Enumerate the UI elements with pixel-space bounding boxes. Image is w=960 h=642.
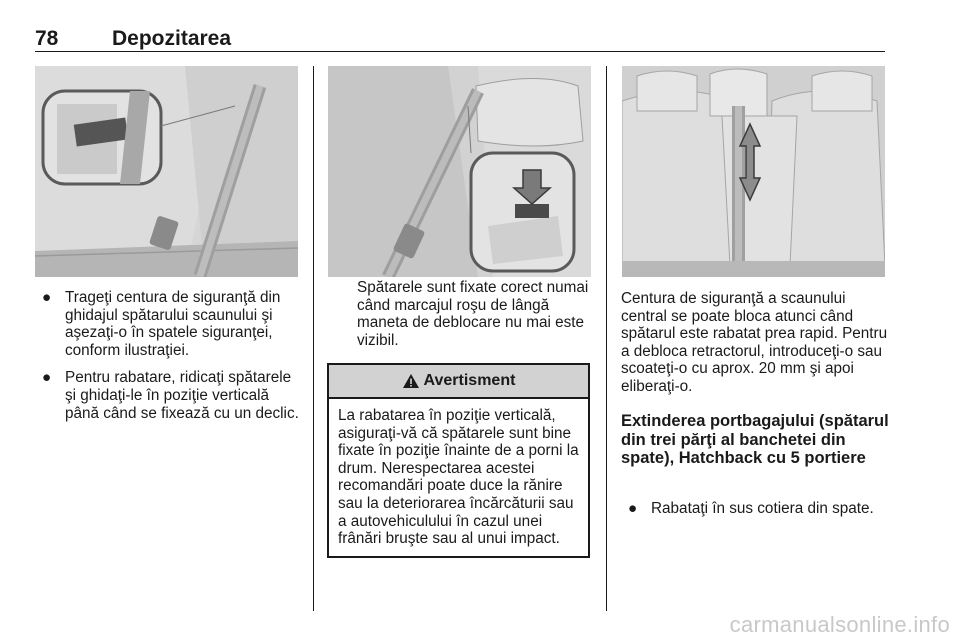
header-rule bbox=[35, 51, 885, 52]
section-heading: Extinderea portbagajului (spătarul din trei părţi al banchetei din spate), Hatchback cu 5 portiere bbox=[621, 412, 889, 467]
watermark: carmanualsonline.info bbox=[729, 612, 950, 637]
column-divider-2 bbox=[606, 66, 607, 611]
list-item-text: Trageţi centura de siguranţă din ghidajul spătarului scaunului şi aşezaţi-o în spatele siguranţei, conform ilustraţiei. bbox=[65, 289, 281, 359]
instruction-list bbox=[40, 289, 302, 432]
warning-body: La rabatarea în poziţie verticală, asiguraţi-vă că spătarele sunt bine fixate în poziţie înainte de a porni la drum. Nerespectarea acestei recomandări poate duce la rănire sau la deteriorarea încărcăturii sau a autovehiculului în cazul unei frânări bruşte sau al unui impact. bbox=[338, 407, 579, 548]
page-number: 78 bbox=[35, 27, 59, 50]
bullet-icon: ● bbox=[628, 500, 638, 517]
page-title: Depozitarea bbox=[112, 27, 232, 50]
warning-header bbox=[329, 365, 588, 399]
bullet-icon: ● bbox=[42, 289, 52, 306]
list-item bbox=[40, 289, 302, 359]
seat-belt-guide-illustration bbox=[35, 66, 298, 277]
list-item-text: Pentru rabatare, ridicaţi spătarele şi ghidaţi-le în poziţie verticală până când se fixează cu un declic. bbox=[65, 369, 299, 422]
backrest-marker-illustration bbox=[328, 66, 591, 277]
backrest-lock-note: Spătarele sunt fixate corect numai când marcajul roşu de lângă maneta de deblocare nu mai este vizibil. bbox=[357, 279, 589, 349]
list-item-text: Rabataţi în sus cotiera din spate. bbox=[651, 500, 874, 517]
warning-box bbox=[327, 363, 590, 558]
warning-triangle-icon bbox=[402, 373, 420, 389]
extension-list bbox=[626, 500, 896, 518]
list-item bbox=[626, 500, 896, 518]
warning-title: Avertisment bbox=[423, 372, 516, 389]
retractor-note: Centura de siguranţă a scaunului central se poate bloca atunci când spătarul este rabatat prea rapid. Pentru a debloca retractorul, introduceţi-o sau scoateţi-o cu aprox. 20 mm şi apoi eliberaţi-o. bbox=[621, 290, 888, 395]
list-item bbox=[40, 369, 302, 422]
column-divider-1 bbox=[313, 66, 314, 611]
center-belt-retractor-illustration bbox=[622, 66, 885, 277]
bullet-icon: ● bbox=[42, 369, 52, 387]
